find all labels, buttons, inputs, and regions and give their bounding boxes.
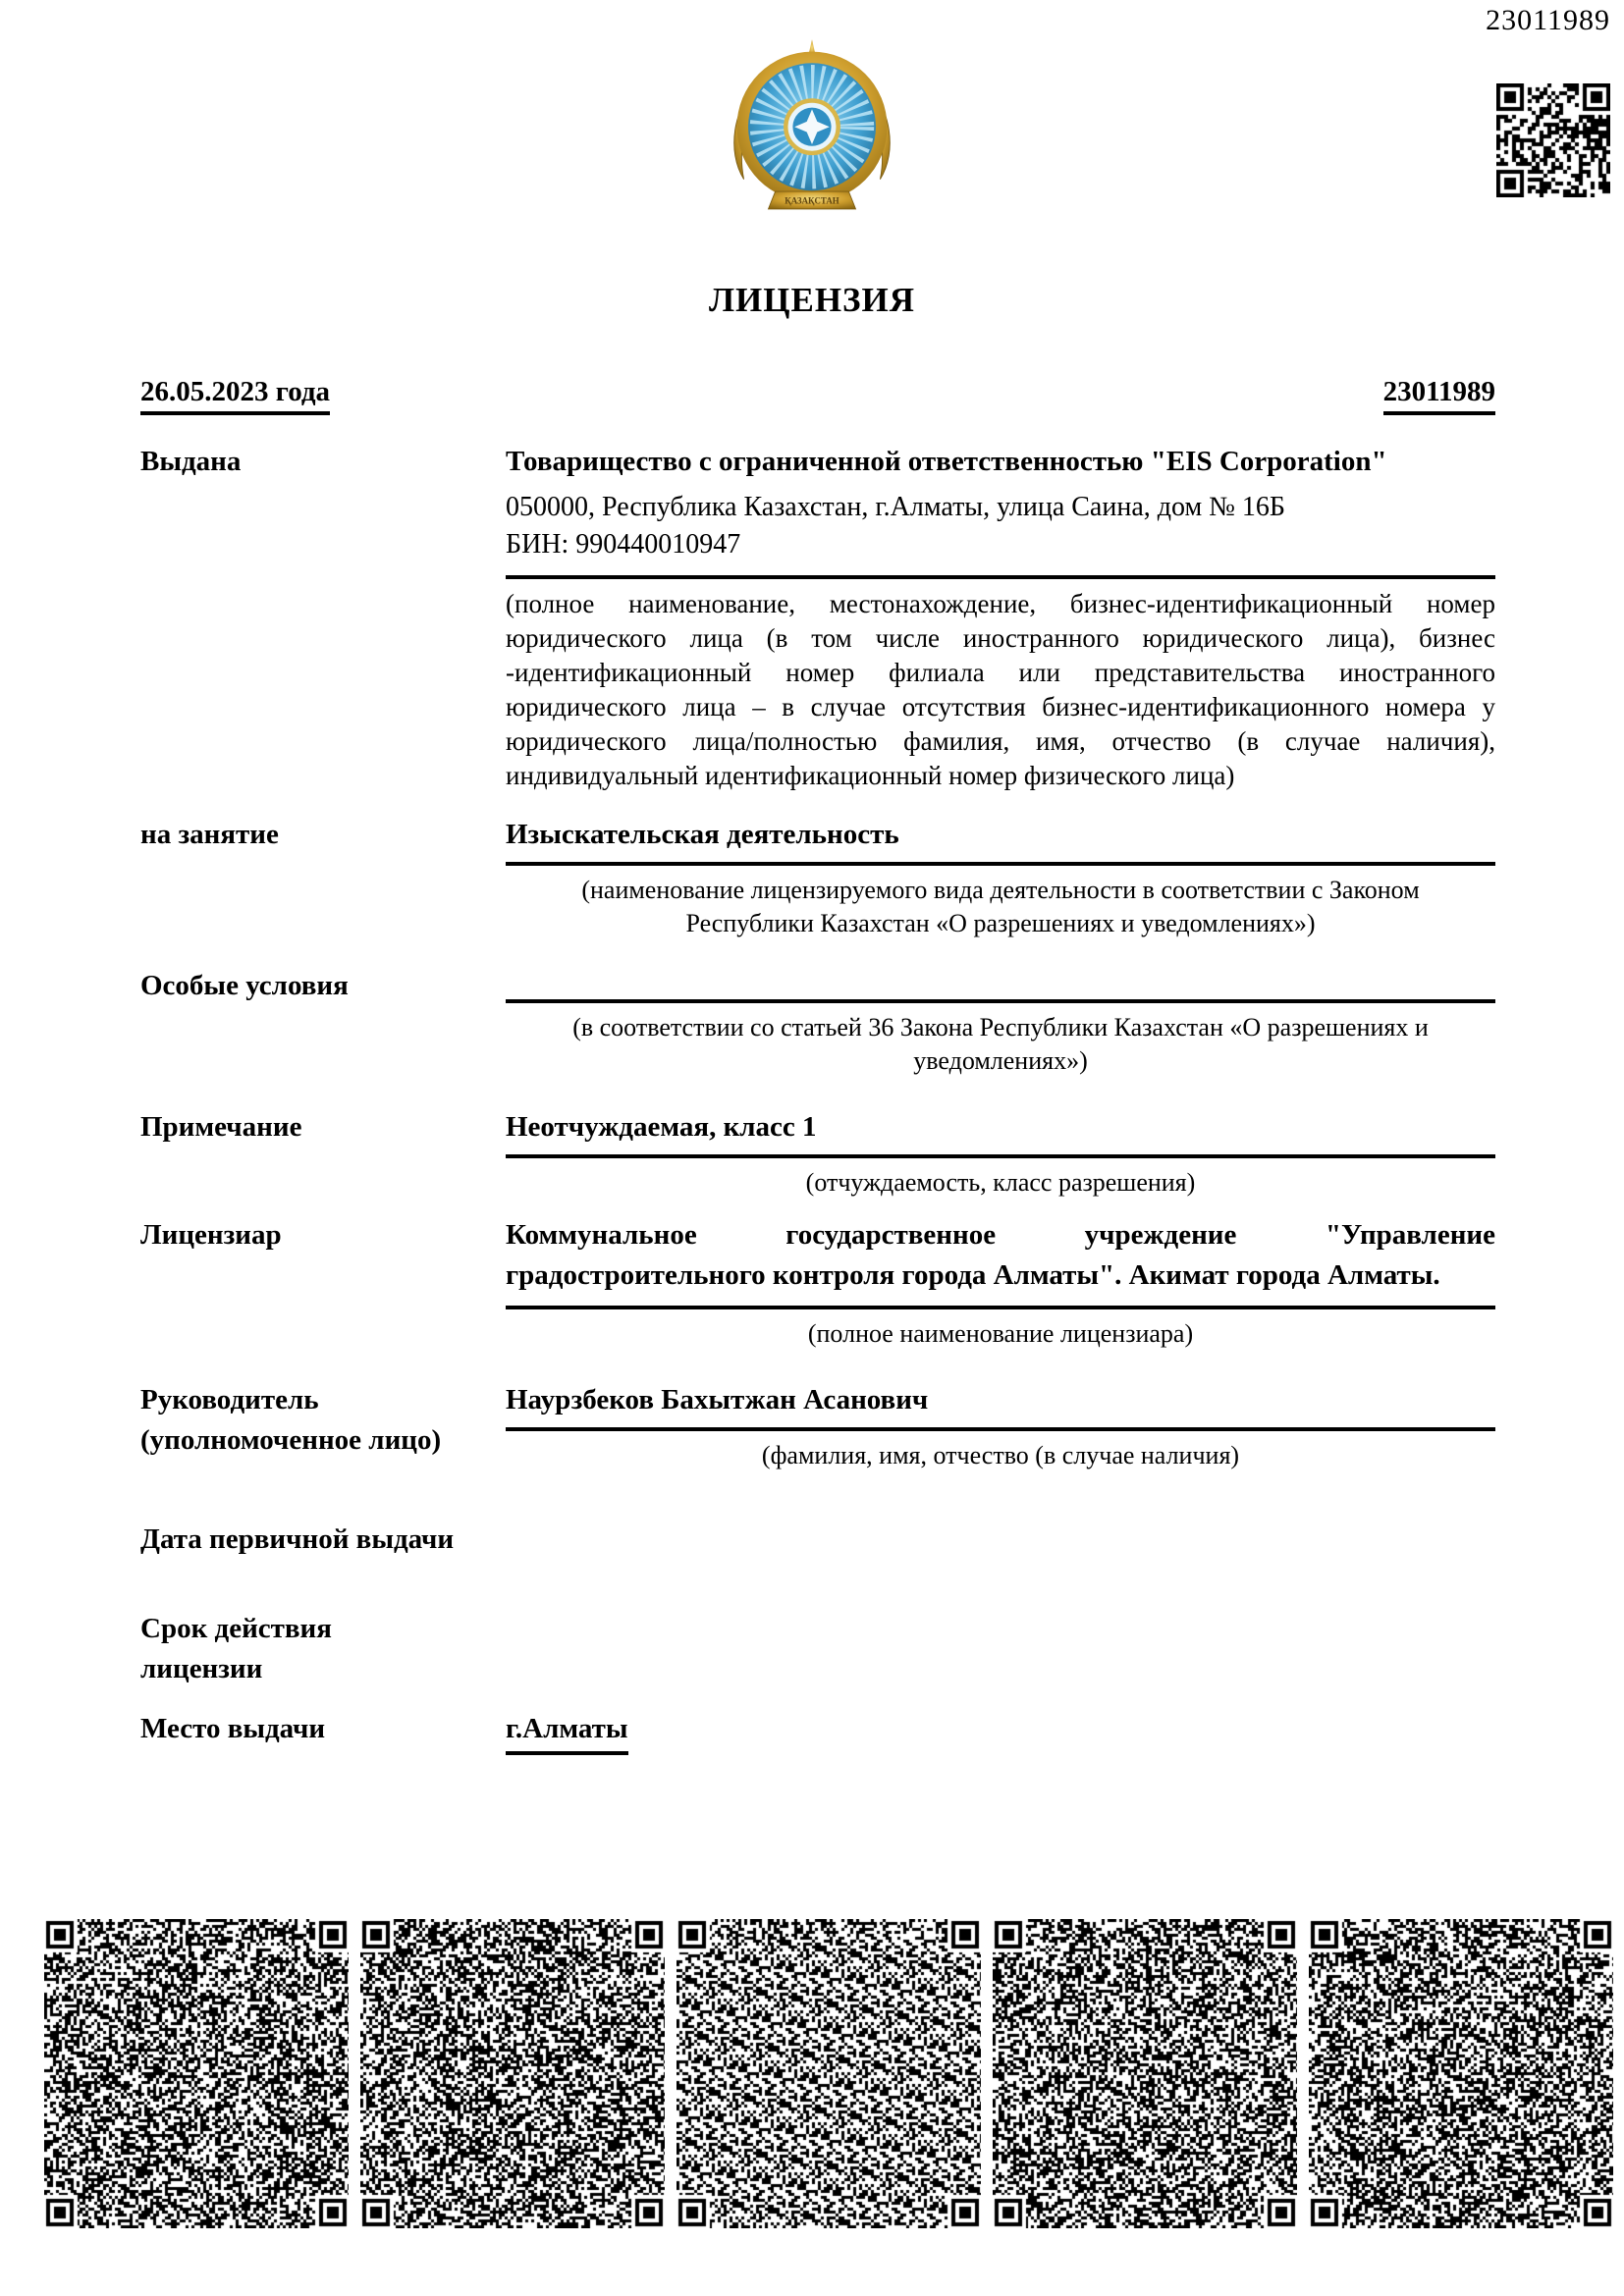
field-head-value: Наурзбеков Бахытжан Асанович bbox=[506, 1384, 929, 1415]
field-licensor-label: Лицензиар bbox=[140, 1219, 282, 1251]
field-activity bbox=[140, 815, 1495, 940]
field-issued-bin: БИН: 990440010947 bbox=[506, 529, 741, 560]
field-validity-label: Срок действия bbox=[140, 1613, 332, 1644]
field-issued-address: 050000, Республика Казахстан, г.Алматы, улица Саина, дом № 16Б bbox=[506, 492, 1285, 522]
field-place-label: Место выдачи bbox=[140, 1713, 326, 1744]
field-licensor-rule bbox=[506, 1306, 1495, 1309]
field-issued-value: Товарищество с ограниченной ответственностью "EIS Corporation" bbox=[506, 446, 1387, 477]
field-validity bbox=[140, 1609, 1495, 1689]
field-activity-value: Изыскательская деятельность bbox=[506, 819, 899, 850]
field-head-rule bbox=[506, 1427, 1495, 1431]
issue-date: 26.05.2023 года bbox=[140, 376, 330, 415]
field-first-issue-label: Дата первичной выдачи bbox=[140, 1523, 455, 1555]
field-head-label2: (уполномоченное лицо) bbox=[140, 1424, 442, 1456]
field-special-value bbox=[506, 966, 1495, 999]
field-issued bbox=[140, 442, 1495, 793]
document-body bbox=[140, 376, 1495, 1755]
field-place-value: г.Алматы bbox=[506, 1709, 628, 1755]
document-header bbox=[0, 0, 1624, 353]
field-remark bbox=[140, 1107, 1495, 1200]
document-barcode bbox=[1309, 1919, 1613, 2228]
field-special-rule bbox=[506, 999, 1495, 1003]
document-title: ЛИЦЕНЗИЯ bbox=[708, 281, 916, 319]
field-issued-rule bbox=[506, 575, 1495, 579]
field-remark-note: (отчуждаемость, класс разрешения) bbox=[805, 1168, 1196, 1197]
field-licensor-note: (полное наименование лицензиара) bbox=[807, 1319, 1194, 1348]
document-barcode bbox=[677, 1919, 981, 2228]
field-special bbox=[140, 966, 1495, 1078]
emblem-ribbon-text: ҚАЗАҚСТАН bbox=[785, 195, 839, 206]
field-activity-label: на занятие bbox=[140, 819, 279, 850]
field-licensor bbox=[140, 1215, 1495, 1351]
date-number-row bbox=[140, 376, 1495, 415]
kazakhstan-coat-of-arms-icon bbox=[725, 35, 899, 222]
field-first-issue bbox=[140, 1520, 1495, 1560]
field-validity-label2: лицензии bbox=[140, 1653, 263, 1684]
field-remark-value: Неотчуждаемая, класс 1 bbox=[506, 1111, 817, 1143]
field-special-note: (в соответствии со статьей 36 Закона Республики Казахстан «О разрешениях и уведомлениях») bbox=[572, 1013, 1429, 1075]
field-issued-label: Выдана bbox=[140, 446, 242, 477]
field-activity-rule bbox=[506, 862, 1495, 866]
field-remark-rule bbox=[506, 1154, 1495, 1158]
qr-code bbox=[1496, 83, 1610, 197]
field-head-note: (фамилия, имя, отчество (в случае наличия) bbox=[761, 1441, 1240, 1469]
field-special-label: Особые условия bbox=[140, 970, 349, 1001]
field-licensor-value: Коммунальное государственное учреждение "Управление градостроительного контроля города Алматы". Акимат города Алматы. bbox=[506, 1219, 1495, 1291]
document-barcode bbox=[44, 1919, 349, 2228]
field-issued-note: (полное наименование, местонахождение, бизнес-идентификационный номер юридического лица (в том числе иностранного юридического лица), бизнес -идентификационный номер филиала или представительства иностранного юридического лица – в случае отсутствия бизнес-идентификационного номера у юридического лица/полностью фамилия, имя, отчество (в случае наличия), индивидуальный идентификационный номер физического лица) bbox=[506, 589, 1495, 790]
signature-barcode-strip bbox=[44, 1919, 1613, 2228]
field-head bbox=[140, 1380, 1495, 1472]
field-head-label: Руководитель bbox=[140, 1384, 319, 1415]
document-barcode bbox=[993, 1919, 1297, 2228]
field-remark-label: Примечание bbox=[140, 1111, 302, 1143]
field-activity-note: (наименование лицензируемого вида деятельности в соответствии с Законом Республики Казахстан «О разрешениях и уведомлениях») bbox=[581, 876, 1420, 937]
license-number-top: 23011989 bbox=[1486, 4, 1610, 36]
field-place bbox=[140, 1709, 1495, 1755]
license-number: 23011989 bbox=[1383, 376, 1495, 415]
document-barcode bbox=[360, 1919, 665, 2228]
